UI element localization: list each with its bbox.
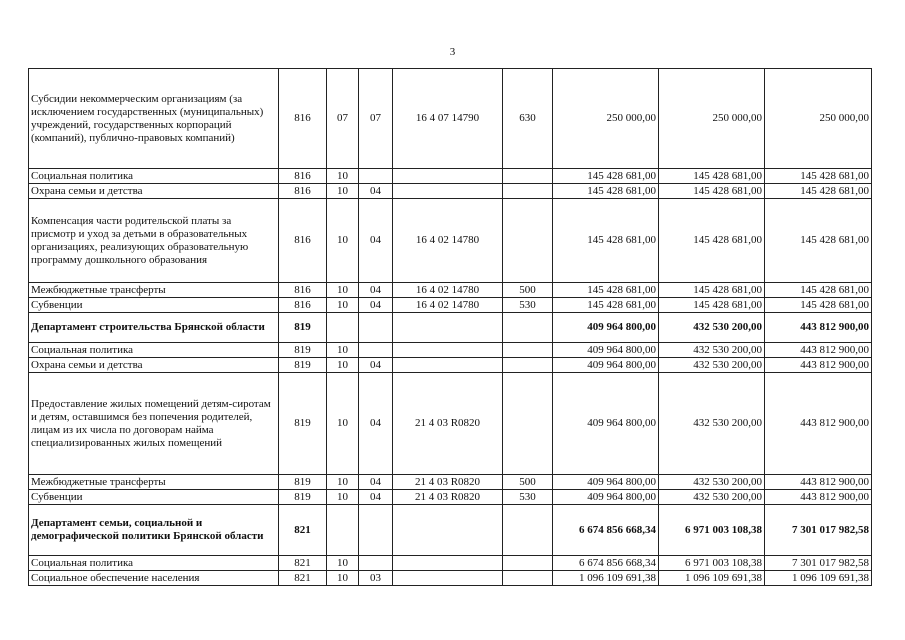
expense-type-cell [503, 358, 553, 373]
expense-type-cell: 530 [503, 490, 553, 505]
amount-year3-cell: 443 812 900,00 [765, 475, 872, 490]
grbs-code-cell: 821 [279, 505, 327, 556]
grbs-code-cell: 819 [279, 373, 327, 475]
table-row [29, 283, 872, 298]
table-row [29, 199, 872, 283]
amount-year1-cell: 250 000,00 [553, 69, 659, 169]
amount-year1-cell: 6 674 856 668,34 [553, 556, 659, 571]
expense-type-cell: 500 [503, 283, 553, 298]
amount-year3-cell: 443 812 900,00 [765, 358, 872, 373]
amount-year2-cell: 6 971 003 108,38 [659, 505, 765, 556]
amount-year2-cell: 250 000,00 [659, 69, 765, 169]
grbs-code-cell: 816 [279, 283, 327, 298]
expense-type-cell: 530 [503, 298, 553, 313]
amount-year3-cell: 443 812 900,00 [765, 343, 872, 358]
subsection-code-cell [359, 343, 393, 358]
amount-year1-cell: 145 428 681,00 [553, 283, 659, 298]
row-name-cell: Социальное обеспечение населения [29, 571, 279, 586]
row-name-cell: Охрана семьи и детства [29, 358, 279, 373]
grbs-code-cell: 819 [279, 313, 327, 343]
target-article-cell [393, 313, 503, 343]
budget-table-body [29, 69, 872, 586]
target-article-cell: 21 4 03 R0820 [393, 490, 503, 505]
section-code-cell: 10 [327, 169, 359, 184]
amount-year3-cell: 145 428 681,00 [765, 283, 872, 298]
subsection-code-cell: 04 [359, 283, 393, 298]
amount-year1-cell: 409 964 800,00 [553, 358, 659, 373]
amount-year2-cell: 432 530 200,00 [659, 313, 765, 343]
amount-year2-cell: 432 530 200,00 [659, 373, 765, 475]
expense-type-cell [503, 313, 553, 343]
amount-year1-cell: 409 964 800,00 [553, 475, 659, 490]
amount-year3-cell: 250 000,00 [765, 69, 872, 169]
grbs-code-cell: 816 [279, 169, 327, 184]
grbs-code-cell: 819 [279, 490, 327, 505]
target-article-cell [393, 571, 503, 586]
expense-type-cell [503, 373, 553, 475]
amount-year2-cell: 6 971 003 108,38 [659, 556, 765, 571]
section-code-cell: 10 [327, 298, 359, 313]
subsection-code-cell: 04 [359, 475, 393, 490]
amount-year2-cell: 145 428 681,00 [659, 298, 765, 313]
table-row [29, 298, 872, 313]
budget-table [28, 68, 872, 586]
table-row [29, 313, 872, 343]
grbs-code-cell: 819 [279, 475, 327, 490]
grbs-code-cell: 821 [279, 556, 327, 571]
amount-year1-cell: 145 428 681,00 [553, 184, 659, 199]
amount-year1-cell: 145 428 681,00 [553, 298, 659, 313]
subsection-code-cell [359, 505, 393, 556]
amount-year3-cell: 443 812 900,00 [765, 373, 872, 475]
expense-type-cell [503, 169, 553, 184]
amount-year3-cell: 145 428 681,00 [765, 184, 872, 199]
expense-type-cell: 630 [503, 69, 553, 169]
target-article-cell [393, 184, 503, 199]
section-code-cell: 10 [327, 199, 359, 283]
table-row [29, 169, 872, 184]
row-name-cell: Субвенции [29, 298, 279, 313]
amount-year3-cell: 7 301 017 982,58 [765, 556, 872, 571]
target-article-cell [393, 556, 503, 571]
subsection-code-cell [359, 313, 393, 343]
amount-year2-cell: 145 428 681,00 [659, 199, 765, 283]
grbs-code-cell: 816 [279, 69, 327, 169]
row-name-cell: Субсидии некоммерческим организациям (за исключением государственных (муниципальных) учреждений, государственных корпораций (компаний), публично-правовых компаний) [29, 69, 279, 169]
amount-year2-cell: 432 530 200,00 [659, 475, 765, 490]
target-article-cell [393, 343, 503, 358]
row-name-cell: Межбюджетные трансферты [29, 283, 279, 298]
target-article-cell: 16 4 02 14780 [393, 283, 503, 298]
expense-type-cell [503, 556, 553, 571]
row-name-cell: Социальная политика [29, 169, 279, 184]
page-number: 3 [449, 46, 456, 58]
row-name-cell: Предоставление жилых помещений детям-сиротам и детям, оставшимся без попечения родителей, лицам из их числа по договорам найма специализированных жилых помещений [29, 373, 279, 475]
target-article-cell: 16 4 07 14790 [393, 69, 503, 169]
expense-type-cell [503, 343, 553, 358]
subsection-code-cell: 04 [359, 490, 393, 505]
row-name-cell: Социальная политика [29, 343, 279, 358]
expense-type-cell [503, 571, 553, 586]
table-row [29, 343, 872, 358]
amount-year1-cell: 6 674 856 668,34 [553, 505, 659, 556]
amount-year2-cell: 145 428 681,00 [659, 184, 765, 199]
table-row [29, 69, 872, 169]
subsection-code-cell: 07 [359, 69, 393, 169]
amount-year3-cell: 443 812 900,00 [765, 313, 872, 343]
amount-year2-cell: 432 530 200,00 [659, 358, 765, 373]
row-name-cell: Межбюджетные трансферты [29, 475, 279, 490]
amount-year2-cell: 1 096 109 691,38 [659, 571, 765, 586]
expense-type-cell [503, 505, 553, 556]
row-name-cell: Компенсация части родительской платы за присмотр и уход за детьми в образовательных организациях, реализующих образовательную программу дошкольного образования [29, 199, 279, 283]
table-row [29, 571, 872, 586]
subsection-code-cell: 04 [359, 199, 393, 283]
target-article-cell [393, 505, 503, 556]
target-article-cell: 16 4 02 14780 [393, 199, 503, 283]
grbs-code-cell: 816 [279, 184, 327, 199]
table-row [29, 490, 872, 505]
row-name-cell: Охрана семьи и детства [29, 184, 279, 199]
amount-year1-cell: 145 428 681,00 [553, 169, 659, 184]
row-name-cell: Социальная политика [29, 556, 279, 571]
section-code-cell: 10 [327, 571, 359, 586]
amount-year1-cell: 409 964 800,00 [553, 490, 659, 505]
amount-year1-cell: 409 964 800,00 [553, 343, 659, 358]
amount-year2-cell: 432 530 200,00 [659, 490, 765, 505]
table-row [29, 505, 872, 556]
subsection-code-cell: 04 [359, 358, 393, 373]
subsection-code-cell: 04 [359, 184, 393, 199]
section-code-cell: 10 [327, 184, 359, 199]
section-code-cell [327, 505, 359, 556]
amount-year2-cell: 145 428 681,00 [659, 283, 765, 298]
section-code-cell: 10 [327, 475, 359, 490]
amount-year3-cell: 145 428 681,00 [765, 298, 872, 313]
target-article-cell: 21 4 03 R0820 [393, 475, 503, 490]
amount-year1-cell: 1 096 109 691,38 [553, 571, 659, 586]
expense-type-cell: 500 [503, 475, 553, 490]
subsection-code-cell: 03 [359, 571, 393, 586]
subsection-code-cell [359, 169, 393, 184]
subsection-code-cell [359, 556, 393, 571]
section-code-cell: 10 [327, 358, 359, 373]
amount-year3-cell: 443 812 900,00 [765, 490, 872, 505]
section-code-cell: 07 [327, 69, 359, 169]
grbs-code-cell: 819 [279, 358, 327, 373]
amount-year1-cell: 145 428 681,00 [553, 199, 659, 283]
expense-type-cell [503, 199, 553, 283]
amount-year3-cell: 145 428 681,00 [765, 169, 872, 184]
amount-year3-cell: 1 096 109 691,38 [765, 571, 872, 586]
grbs-code-cell: 819 [279, 343, 327, 358]
section-code-cell: 10 [327, 343, 359, 358]
row-name-cell: Субвенции [29, 490, 279, 505]
row-name-cell: Департамент семьи, социальной и демографической политики Брянской области [29, 505, 279, 556]
expense-type-cell [503, 184, 553, 199]
amount-year1-cell: 409 964 800,00 [553, 313, 659, 343]
section-code-cell: 10 [327, 556, 359, 571]
table-row [29, 358, 872, 373]
target-article-cell [393, 358, 503, 373]
amount-year2-cell: 145 428 681,00 [659, 169, 765, 184]
grbs-code-cell: 816 [279, 199, 327, 283]
subsection-code-cell: 04 [359, 298, 393, 313]
amount-year3-cell: 7 301 017 982,58 [765, 505, 872, 556]
grbs-code-cell: 821 [279, 571, 327, 586]
table-row [29, 475, 872, 490]
amount-year3-cell: 145 428 681,00 [765, 199, 872, 283]
target-article-cell: 16 4 02 14780 [393, 298, 503, 313]
amount-year1-cell: 409 964 800,00 [553, 373, 659, 475]
section-code-cell: 10 [327, 373, 359, 475]
section-code-cell: 10 [327, 490, 359, 505]
subsection-code-cell: 04 [359, 373, 393, 475]
target-article-cell: 21 4 03 R0820 [393, 373, 503, 475]
table-row [29, 373, 872, 475]
table-row [29, 184, 872, 199]
table-row [29, 556, 872, 571]
section-code-cell: 10 [327, 283, 359, 298]
section-code-cell [327, 313, 359, 343]
grbs-code-cell: 816 [279, 298, 327, 313]
target-article-cell [393, 169, 503, 184]
amount-year2-cell: 432 530 200,00 [659, 343, 765, 358]
row-name-cell: Департамент строительства Брянской области [29, 313, 279, 343]
